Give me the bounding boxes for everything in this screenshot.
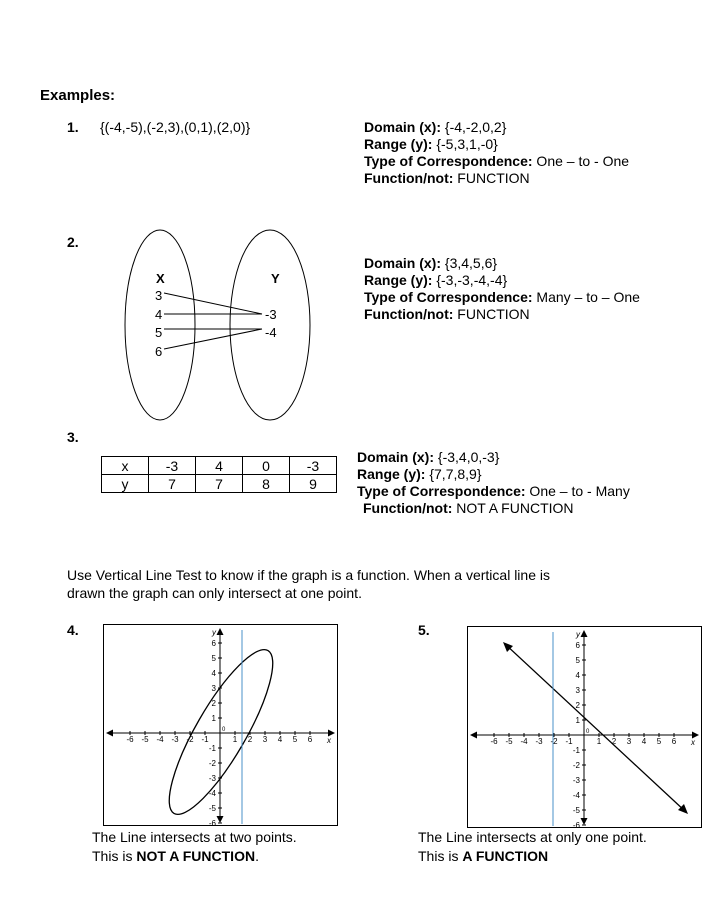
example-1-number: 1. bbox=[67, 119, 79, 135]
function-row bbox=[363, 500, 636, 517]
range-label: Range (y): bbox=[364, 272, 433, 288]
domain-value: {-3,4,0,-3} bbox=[434, 449, 500, 465]
y-tick-label: 3 bbox=[575, 686, 580, 695]
x-tick-label: -2 bbox=[550, 737, 558, 746]
caption-suffix: . bbox=[255, 848, 259, 864]
y-axis-label: y bbox=[212, 628, 216, 637]
y-tick-label: 4 bbox=[575, 671, 580, 680]
type-label: Type of Correspondence: bbox=[364, 153, 533, 169]
range-row bbox=[364, 136, 629, 153]
origin-label: 0 bbox=[222, 727, 226, 733]
x-tick-label: 1 bbox=[596, 737, 602, 746]
y-tick-label: 2 bbox=[575, 701, 580, 710]
function-label: Function/not: bbox=[364, 170, 454, 186]
example-4-caption-1: The Line intersects at two points. bbox=[92, 829, 297, 845]
range-value: {-5,3,1,-0} bbox=[432, 136, 498, 152]
example-1-set: {(-4,-5),(-2,3),(0,1),(2,0)} bbox=[100, 119, 251, 135]
function-label: Function/not: bbox=[364, 306, 454, 322]
x-tick-label: 6 bbox=[671, 737, 677, 746]
y-tick-label: -3 bbox=[208, 774, 216, 783]
y-tick-label: -6 bbox=[572, 821, 580, 828]
x-tick-label: -6 bbox=[126, 735, 134, 744]
y-tick-label: -6 bbox=[208, 819, 216, 826]
x-tick-label: -4 bbox=[156, 735, 164, 744]
x-tick-label: -5 bbox=[141, 735, 149, 744]
example-5-caption-2 bbox=[418, 848, 548, 865]
domain-label: Domain (x): bbox=[357, 449, 434, 465]
y-value-neg4: -4 bbox=[265, 325, 277, 340]
y-tick-label: 1 bbox=[575, 716, 580, 725]
origin-label: 0 bbox=[586, 729, 590, 735]
x-tick-label: 3 bbox=[262, 735, 268, 744]
range-value: {7,7,8,9} bbox=[425, 466, 482, 482]
y-axis-label: y bbox=[576, 630, 580, 639]
example-4-number: 4. bbox=[67, 622, 79, 638]
domain-label: Domain (x): bbox=[364, 119, 441, 135]
y-tick-label: -5 bbox=[208, 804, 216, 813]
graph-4 bbox=[103, 624, 338, 826]
x-tick-label: 6 bbox=[307, 735, 313, 744]
table-cell: 9 bbox=[290, 475, 337, 493]
table-cell: y bbox=[102, 475, 149, 493]
x-tick-label: 2 bbox=[247, 735, 253, 744]
type-row bbox=[364, 289, 640, 306]
example-4-caption-2 bbox=[92, 848, 259, 865]
x-value-6: 6 bbox=[155, 344, 163, 359]
x-axis-label: x bbox=[327, 736, 331, 745]
vlt-line-2: drawn the graph can only intersect at one point. bbox=[67, 585, 362, 601]
mapping-diagram bbox=[115, 222, 315, 432]
y-tick-label: 5 bbox=[211, 654, 216, 663]
function-value: FUNCTION bbox=[453, 170, 530, 186]
y-tick-label: -2 bbox=[572, 761, 580, 770]
x-header: X bbox=[156, 271, 165, 286]
table-cell: -3 bbox=[149, 457, 196, 475]
caption-prefix: This is bbox=[418, 848, 463, 864]
domain-row bbox=[364, 255, 640, 272]
range-row bbox=[357, 466, 630, 483]
table-cell: 8 bbox=[243, 475, 290, 493]
x-tick-label: -1 bbox=[201, 735, 209, 744]
domain-value: {3,4,5,6} bbox=[441, 255, 498, 271]
function-value: NOT A FUNCTION bbox=[452, 500, 574, 516]
caption-verdict: A FUNCTION bbox=[462, 848, 549, 864]
x-tick-label: 4 bbox=[277, 735, 283, 744]
domain-value: {-4,-2,0,2} bbox=[441, 119, 507, 135]
xy-table bbox=[101, 456, 337, 493]
arrow-3-to-neg3 bbox=[164, 293, 262, 314]
function-label: Function/not: bbox=[363, 500, 453, 516]
table-row-y bbox=[102, 475, 337, 493]
type-label: Type of Correspondence: bbox=[357, 483, 526, 499]
x-tick-label: -3 bbox=[535, 737, 543, 746]
range-row bbox=[364, 272, 640, 289]
x-tick-label: 4 bbox=[641, 737, 647, 746]
x-tick-label: 5 bbox=[292, 735, 298, 744]
example-5-number: 5. bbox=[418, 622, 430, 638]
domain-row bbox=[357, 449, 630, 466]
example-3-answers bbox=[357, 449, 630, 517]
function-row bbox=[364, 306, 640, 323]
examples-heading: Examples: bbox=[40, 87, 116, 104]
y-header: Y bbox=[271, 271, 280, 286]
table-row-x bbox=[102, 457, 337, 475]
table-cell: -3 bbox=[290, 457, 337, 475]
function-value: FUNCTION bbox=[453, 306, 530, 322]
x-tick-label: -1 bbox=[565, 737, 573, 746]
x-tick-label: 2 bbox=[611, 737, 617, 746]
y-tick-label: 6 bbox=[575, 641, 580, 650]
table-cell: x bbox=[102, 457, 149, 475]
example-3-number: 3. bbox=[67, 429, 79, 445]
range-label: Range (y): bbox=[357, 466, 426, 482]
x-value-5: 5 bbox=[155, 325, 163, 340]
caption-prefix: This is bbox=[92, 848, 137, 864]
example-1-answers bbox=[364, 119, 629, 187]
y-tick-label: -4 bbox=[572, 791, 580, 800]
graph-5 bbox=[467, 626, 702, 828]
function-row bbox=[364, 170, 629, 187]
y-tick-label: -1 bbox=[572, 746, 580, 755]
domain-row bbox=[364, 119, 629, 136]
x-tick-label: 3 bbox=[626, 737, 632, 746]
type-row bbox=[364, 153, 629, 170]
y-tick-label: -5 bbox=[572, 806, 580, 815]
caption-verdict: NOT A FUNCTION bbox=[136, 848, 256, 864]
y-tick-label: 6 bbox=[211, 639, 216, 648]
y-tick-label: 3 bbox=[211, 684, 216, 693]
x-tick-label: 5 bbox=[656, 737, 662, 746]
example-5-caption-1: The Line intersects at only one point. bbox=[418, 829, 647, 845]
type-value: One – to - One bbox=[532, 153, 630, 169]
x-tick-label: -5 bbox=[505, 737, 513, 746]
y-tick-label: 2 bbox=[211, 699, 216, 708]
table-cell: 4 bbox=[196, 457, 243, 475]
x-value-3: 3 bbox=[155, 288, 163, 303]
x-tick-label: -3 bbox=[171, 735, 179, 744]
y-tick-label: 5 bbox=[575, 656, 580, 665]
type-value: One – to - Many bbox=[525, 483, 630, 499]
example-2-number: 2. bbox=[67, 234, 79, 250]
example-2-answers bbox=[364, 255, 640, 323]
range-label: Range (y): bbox=[364, 136, 433, 152]
arrow-6-to-neg4 bbox=[164, 329, 262, 349]
y-tick-label: -4 bbox=[208, 789, 216, 798]
domain-label: Domain (x): bbox=[364, 255, 441, 271]
type-label: Type of Correspondence: bbox=[364, 289, 533, 305]
type-value: Many – to – One bbox=[532, 289, 640, 305]
x-value-4: 4 bbox=[155, 307, 163, 322]
x-tick-label: -2 bbox=[186, 735, 194, 744]
vlt-line-1: Use Vertical Line Test to know if the graph is a function. When a vertical line is bbox=[67, 567, 550, 583]
table-cell: 7 bbox=[196, 475, 243, 493]
y-tick-label: -2 bbox=[208, 759, 216, 768]
x-axis-label: x bbox=[691, 738, 695, 747]
y-tick-label: 1 bbox=[211, 714, 216, 723]
range-value: {-3,-3,-4,-4} bbox=[432, 272, 508, 288]
y-tick-label: 4 bbox=[211, 669, 216, 678]
table-cell: 7 bbox=[149, 475, 196, 493]
x-tick-label: -4 bbox=[520, 737, 528, 746]
x-tick-label: 1 bbox=[232, 735, 238, 744]
table-cell: 0 bbox=[243, 457, 290, 475]
y-tick-label: -3 bbox=[572, 776, 580, 785]
type-row bbox=[357, 483, 630, 500]
y-tick-label: -1 bbox=[208, 744, 216, 753]
x-tick-label: -6 bbox=[490, 737, 498, 746]
y-value-neg3: -3 bbox=[265, 307, 277, 322]
